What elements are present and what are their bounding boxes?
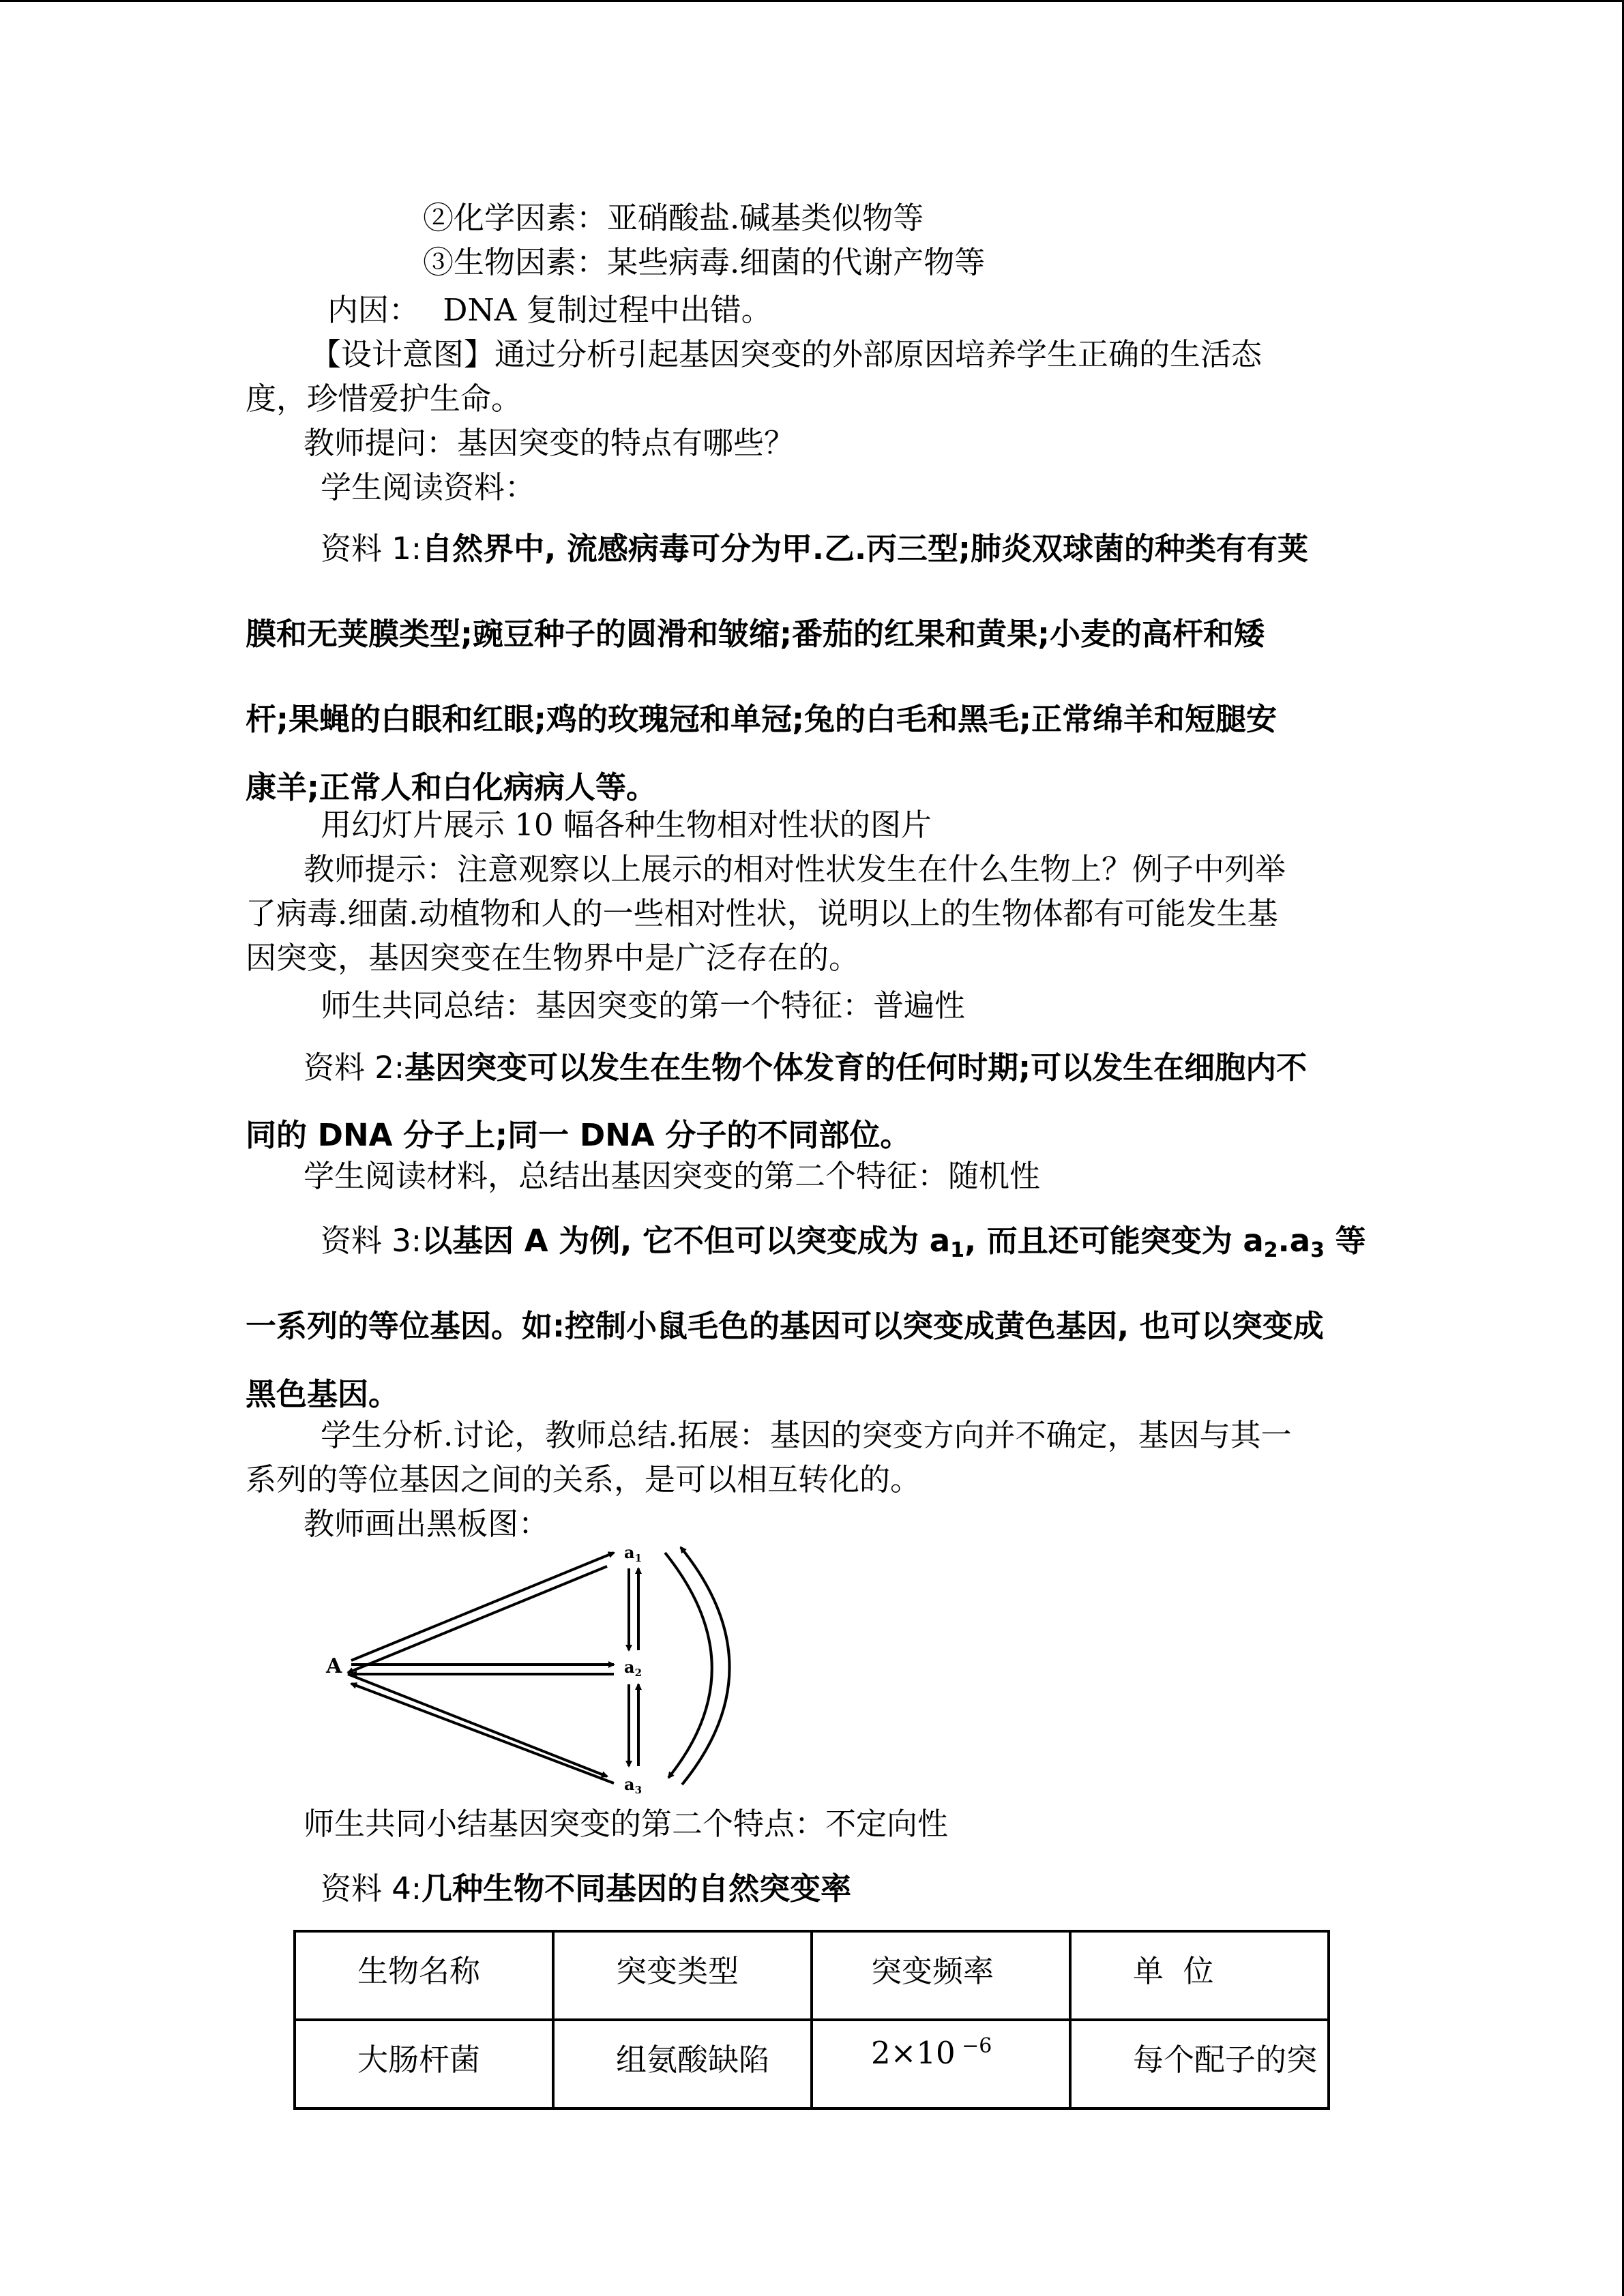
subscript-3: 3 — [1310, 1238, 1325, 1262]
material1-line-2: 膜和无荚膜类型;豌豆种子的圆滑和皱缩;番茄的红果和黄果;小麦的高杆和矮 — [246, 616, 1265, 652]
subscript-1: 1 — [950, 1238, 964, 1262]
summary-line-3: 师生共同小结基因突变的第二个特点：不定向性 — [304, 1806, 949, 1842]
cell-organism: 大肠杆菌 — [295, 2020, 553, 2108]
diagram-label-a1: $a_1$ — [624, 1542, 642, 1564]
blackboard-line: 教师画出黑板图： — [304, 1506, 550, 1542]
teacher-hint-line-2: 了病毒.细菌.动植物和人的一些相对性状，说明以上的生物体都有可能发生基 — [246, 895, 1278, 931]
material2-text-1: 基因突变可以发生在生物个体发育的任何时期;可以发生在细胞内不 — [404, 1049, 1308, 1086]
mutation-rate-table — [293, 1930, 1330, 2110]
material1-text-1: 自然界中, 流感病毒可分为甲.乙.丙三型;肺炎双球菌的种类有有荚 — [422, 531, 1309, 567]
material4-title: 几种生物不同基因的自然突变率 — [422, 1870, 852, 1907]
header-organism: 生物名称 — [295, 1931, 553, 2020]
header-mutation-type: 突变类型 — [553, 1931, 812, 2020]
bio-factor-line: ③生物因素：某些病毒.细菌的代谢产物等 — [423, 244, 986, 280]
material3-text-1a: 以基因 A 为例, 它不但可以突变成为 a — [422, 1223, 951, 1259]
diagram-label-a2: $a_2$ — [624, 1657, 642, 1679]
design-intent-line-2: 度，珍惜爱护生命。 — [246, 381, 522, 417]
table-header-row — [295, 1931, 1329, 2020]
frequency-exponent: −6 — [955, 2034, 992, 2058]
material2-label: 资料 2: — [304, 1049, 405, 1086]
analysis-line-1: 学生分析.讨论，教师总结.拓展：基因的突变方向并不确定，基因与其一 — [321, 1417, 1292, 1453]
internal-cause-line — [327, 290, 772, 331]
material1-label: 资料 1: — [321, 531, 422, 567]
frequency-base: 2×10 — [871, 2035, 956, 2071]
summary-line-2: 学生阅读材料，总结出基因突变的第二个特征：随机性 — [304, 1158, 1041, 1194]
design-intent-line-1: 【设计意图】通过分析引起基因突变的外部原因培养学生正确的生活态 — [310, 336, 1263, 372]
internal-cause-text: DNA 复制过程中出错。 — [443, 292, 772, 328]
header-unit: 单 位 — [1070, 1931, 1329, 2020]
chem-factor-line: ②化学因素：亚硝酸盐.碱基类似物等 — [423, 200, 924, 236]
teacher-hint-line-3: 因突变，基因突变在生物界中是广泛存在的。 — [246, 940, 860, 976]
internal-cause-label: 内因： — [327, 292, 420, 328]
student-read-line: 学生阅读资料： — [321, 469, 536, 505]
material3-label: 资料 3: — [321, 1223, 422, 1259]
material3-line-3: 黑色基因。 — [246, 1376, 400, 1412]
arrow-A-to-a1 — [351, 1553, 614, 1660]
material1-line-3: 杆;果蝇的白眼和红眼;鸡的玫瑰冠和单冠;兔的白毛和黑毛;正常绵羊和短腿安 — [246, 701, 1277, 737]
analysis-line-2: 系列的等位基因之间的关系，是可以相互转化的。 — [246, 1461, 921, 1497]
table-row — [295, 2020, 1329, 2108]
header-frequency: 突变频率 — [812, 1931, 1070, 2020]
diagram-label-A: A — [326, 1654, 342, 1678]
material2-line-1 — [304, 1047, 1307, 1088]
material3-line-2: 一系列的等位基因。如:控制小鼠毛色的基因可以突变成黄色基因, 也可以突变成 — [246, 1308, 1324, 1344]
subscript-2: 2 — [1263, 1238, 1278, 1262]
material3-line-1 — [321, 1221, 1366, 1262]
diagram-label-a3: $a_3$ — [624, 1774, 642, 1796]
summary-line-1: 师生共同总结：基因突变的第一个特征：普遍性 — [321, 987, 966, 1024]
blackboard-diagram — [321, 1538, 771, 1797]
material4-label: 资料 4: — [321, 1870, 422, 1907]
arrow-a1-to-a3-curve — [665, 1553, 712, 1778]
cell-frequency — [812, 2020, 1070, 2108]
material3-text-1b: , 而且还可能突变为 a — [964, 1223, 1264, 1259]
arrow-a1-to-A — [348, 1566, 607, 1673]
material3-text-1c: .a — [1278, 1223, 1311, 1259]
cell-unit: 每个配子的突 — [1070, 2020, 1329, 2108]
material2-line-2: 同的 DNA 分子上;同一 DNA 分子的不同部位。 — [246, 1117, 911, 1153]
teacher-question: 教师提问：基因突变的特点有哪些？ — [304, 425, 795, 461]
material1-line-4: 康羊;正常人和白化病病人等。 — [246, 769, 657, 805]
slides-line: 用幻灯片展示 10 幅各种生物相对性状的图片 — [321, 807, 932, 843]
teacher-hint-line-1: 教师提示：注意观察以上展示的相对性状发生在什么生物上？例子中列举 — [304, 851, 1286, 887]
arrow-a3-to-A — [351, 1684, 614, 1783]
material1-line-1 — [321, 528, 1308, 569]
material3-text-1d: 等 — [1324, 1223, 1366, 1259]
top-border — [0, 0, 1624, 2]
cell-mutation-type: 组氨酸缺陷 — [553, 2020, 812, 2108]
material4-line — [321, 1868, 851, 1909]
arrow-A-to-a3 — [348, 1674, 607, 1776]
